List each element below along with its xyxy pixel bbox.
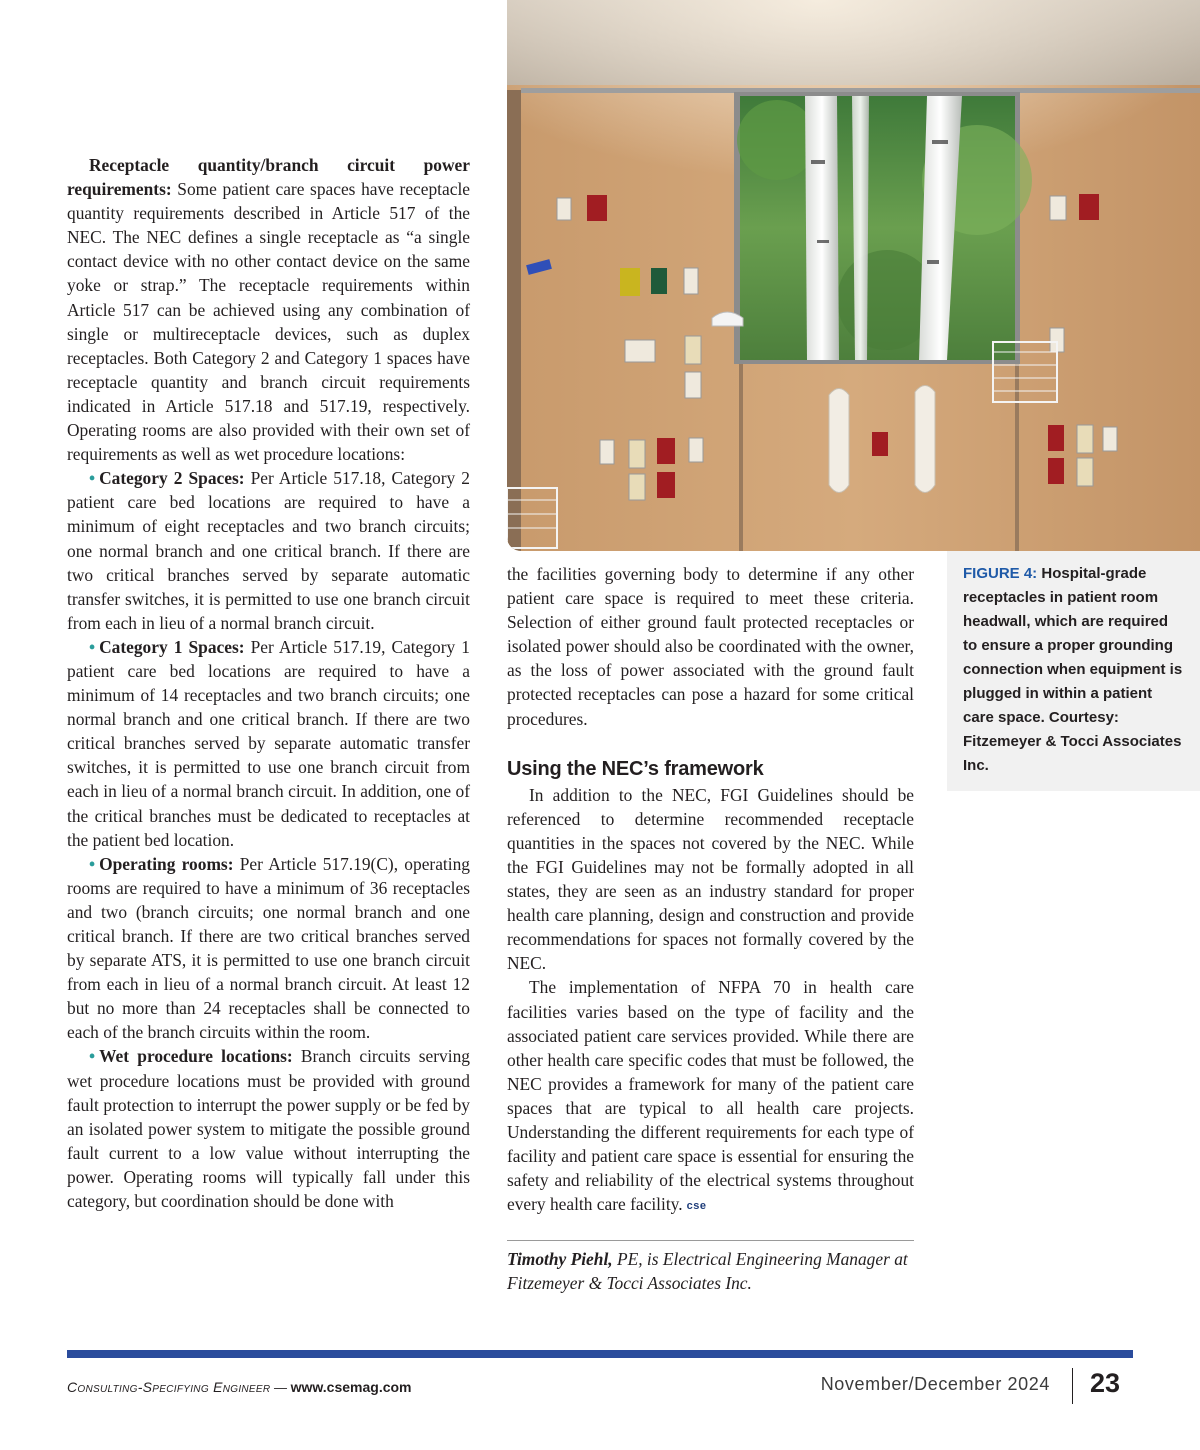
- author-name: Timothy Piehl,: [507, 1249, 613, 1270]
- issue-date: November/December 2024: [820, 1374, 1050, 1394]
- website-link[interactable]: www.csemag.com: [290, 1379, 412, 1395]
- bullet-wet-procedure: [67, 1044, 470, 1213]
- caption-text: Hospital-grade receptacles in patient room headwall, which are required to ensure a proper grounding connection when equipment is plugged in within a patient care space. Courtesy: Fitzemeyer & Tocci Associates Inc.: [963, 565, 1183, 774]
- paragraph-nfpa-70: [507, 975, 914, 1218]
- bullet-dot-icon: •: [89, 853, 96, 874]
- bullet-dot-icon: •: [89, 468, 96, 489]
- bullet-category-1: [67, 635, 470, 852]
- paragraph-heading: Receptacle quantity/branch circuit power requirements:: [67, 155, 470, 200]
- cse-end-mark-icon: cse: [686, 1200, 707, 1213]
- bullet-text: Per Article 517.18, Category 2 patient care bed locations are required to have a minimum of eight receptacles and two branch circuits; one normal branch and one critical branch. If there are two critical branches served by separate automatic transfer switches, it is permitted to use one branch circuit from each in lieu of a normal branch circuit.: [67, 468, 470, 633]
- page-number: 23: [1090, 1368, 1121, 1398]
- bullet-text: Branch circuits serving wet procedure locations must be provided with ground fault protection to interrupt the power supply or be fed by an isolated power system to mitigate the possible ground fault current to a low value without interrupting the power. Operating rooms will typically fall under this category, but coordination should be done with: [67, 1046, 470, 1212]
- paragraph-receptacle-requirements: [67, 153, 470, 466]
- bullet-heading: Category 2 Spaces:: [99, 468, 245, 489]
- middle-column: [507, 562, 914, 1296]
- headwall-photo-illustration: [507, 0, 1200, 551]
- section-heading: Using the NEC’s framework: [507, 757, 764, 780]
- paragraph-text: The implementation of NFPA 70 in health care facilities varies based on the type of facility and the associated patient care services provided. While there are other health care specific codes that must be followed, the NEC provides a framework for many of the patient care spaces that are typical to all health care projects. Understanding the different requirements for each type of facility and patient care space is essential for ensuring the safety and reliability of the electrical systems throughout every health care facility.: [507, 977, 914, 1215]
- bullet-heading: Operating rooms:: [99, 853, 234, 874]
- bullet-category-2: [67, 466, 470, 635]
- bullet-heading: Category 1 Spaces:: [99, 636, 245, 657]
- figure-label: FIGURE 4:: [963, 565, 1038, 582]
- author-divider: [507, 1240, 914, 1241]
- publication-name: Consulting-Specifying Engineer: [67, 1379, 271, 1395]
- bullet-dot-icon: •: [89, 636, 96, 657]
- bullet-text: Per Article 517.19, Category 1 patient care bed locations are required to have a minimum of 14 receptacles and two branch circuits; one normal branch and one critical branch. If there are two critical branches served by separate automatic transfer switches, it is permitted to use one branch circuit from each in lieu of a normal branch circuit. In addition, one of the critical branches must be dedicated to receptacles at the patient bed location.: [67, 636, 470, 850]
- author-title: PE, is Electrical Engineering Manager at Fitzemeyer & Tocci Associates Inc.: [507, 1249, 908, 1294]
- bullet-operating-rooms: [67, 852, 470, 1045]
- bullet-heading: Wet procedure locations:: [99, 1046, 293, 1067]
- continuation-paragraph: the facilities governing body to determine if any other patient care space is required to meet these criteria. Selection of either ground fault protected receptacles or isolated power should also be coordinated with the owner, as the loss of power associated with the ground fault protected receptacles can pose a hazard for some critical procedures.: [507, 564, 914, 729]
- left-column: [67, 153, 470, 1213]
- figure-caption: [947, 551, 1200, 791]
- author-bio: [507, 1247, 914, 1295]
- paragraph-fgi-guidelines: In addition to the NEC, FGI Guidelines should be referenced to determine recommended receptacle quantities in the spaces not covered by the NEC. While the FGI Guidelines may not be formally adopted in all states, they are seen as an industry standard for proper health care planning, design and construction and provide recommendations for spaces not formally covered by the NEC.: [507, 784, 914, 974]
- footer-publication: [67, 1379, 412, 1395]
- footer-dash: —: [270, 1380, 291, 1395]
- paragraph-text: Some patient care spaces have receptacle quantity requirements described in Article 517 of the NEC. The NEC defines a single receptacle as “a single contact device with no other contact device on the same yoke or strap.” The receptacle requirements within Article 517 can be achieved using any combination of single or multireceptacle devices, such as duplex receptacles. Both Category 2 and Category 1 spaces have receptacle quantity and branch circuit requirements indicated in Article 517.18 and 517.19, respectively. Operating rooms are also provided with their own set of requirements as well as wet procedure locations:: [67, 179, 470, 465]
- bullet-dot-icon: •: [89, 1046, 96, 1067]
- footer-rule: [67, 1350, 1133, 1358]
- figure-4-photo: [507, 0, 1200, 551]
- footer-divider: [1072, 1368, 1073, 1404]
- bullet-text: Per Article 517.19(C), operating rooms are required to have a minimum of 36 receptacles and two (branch circuits; one normal branch and one critical branch. If there are two critical branches served by separate ATS, it is permitted to use one branch circuit from each in lieu of a normal branch circuit. At least 12 but no more than 24 receptacles shall be connected to each of the branch circuits within the room.: [67, 853, 470, 1043]
